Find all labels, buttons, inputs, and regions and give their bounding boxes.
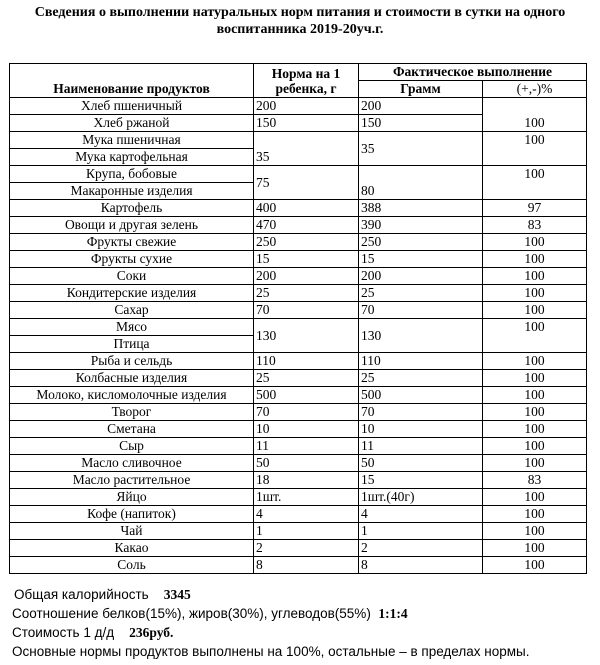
percent-value: 100 xyxy=(483,489,587,506)
norm-value: 200 xyxy=(254,98,359,115)
gram-value: 80 xyxy=(359,166,483,200)
product-name: Сметана xyxy=(10,421,254,438)
product-name: Картофель xyxy=(10,200,254,217)
product-name: Кофе (напиток) xyxy=(10,506,254,523)
gram-value: 50 xyxy=(359,455,483,472)
gram-value: 8 xyxy=(359,557,483,574)
gram-value: 150 xyxy=(359,115,483,132)
product-name: Макаронные изделия xyxy=(10,183,254,200)
table-row xyxy=(10,319,587,336)
product-name: Творог xyxy=(10,404,254,421)
product-name: Какао xyxy=(10,540,254,557)
calories-label: Общая калорийность xyxy=(14,587,149,602)
percent-value: 100 xyxy=(483,404,587,421)
gram-value: 1 xyxy=(359,523,483,540)
norm-value: 2 xyxy=(254,540,359,557)
document-title xyxy=(0,4,600,38)
norm-value: 8 xyxy=(254,557,359,574)
gram-value: 10 xyxy=(359,421,483,438)
gram-value: 110 xyxy=(359,353,483,370)
percent-value: 100 xyxy=(483,438,587,455)
gram-value: 200 xyxy=(359,98,483,115)
gram-value: 25 xyxy=(359,285,483,302)
norm-value: 70 xyxy=(254,302,359,319)
percent-value: 100 xyxy=(483,557,587,574)
header-norm: Норма на 1 ребенка, г xyxy=(254,64,359,98)
norm-value: 110 xyxy=(254,353,359,370)
norm-value: 1шт. xyxy=(254,489,359,506)
percent-value: 100 xyxy=(483,506,587,523)
title-line-2: воспитанника 2019-20уч.г. xyxy=(216,22,384,37)
gram-value: 200 xyxy=(359,268,483,285)
gram-value: 1шт.(40г) xyxy=(359,489,483,506)
table-row xyxy=(10,268,587,285)
header-products: Наименование продуктов xyxy=(10,64,254,98)
product-name: Сыр xyxy=(10,438,254,455)
gram-value: 500 xyxy=(359,387,483,404)
percent-value: 100 xyxy=(483,302,587,319)
nutrition-table xyxy=(9,63,587,574)
product-name: Хлеб пшеничный xyxy=(10,98,254,115)
percent-value: 83 xyxy=(483,472,587,489)
table-row xyxy=(10,472,587,489)
percent-value: 100 xyxy=(483,285,587,302)
percent-value: 100 xyxy=(483,319,587,353)
gram-value: 15 xyxy=(359,251,483,268)
gram-value: 250 xyxy=(359,234,483,251)
percent-value: 100 xyxy=(483,421,587,438)
gram-value: 390 xyxy=(359,217,483,234)
table-row xyxy=(10,234,587,251)
product-name: Колбасные изделия xyxy=(10,370,254,387)
table-row xyxy=(10,285,587,302)
product-name: Сахар xyxy=(10,302,254,319)
product-name: Чай xyxy=(10,523,254,540)
product-name: Фрукты сухие xyxy=(10,251,254,268)
table-row xyxy=(10,421,587,438)
gram-value: 15 xyxy=(359,472,483,489)
gram-value: 70 xyxy=(359,302,483,319)
table-row xyxy=(10,98,587,115)
product-name: Крупа, бобовые xyxy=(10,166,254,183)
header-actual: Фактическое выполнение xyxy=(359,64,587,81)
percent-value: 100 xyxy=(483,540,587,557)
table-row xyxy=(10,455,587,472)
product-name: Мука пшеничная xyxy=(10,132,254,149)
table-row xyxy=(10,438,587,455)
table-row xyxy=(10,200,587,217)
product-name: Масло сливочное xyxy=(10,455,254,472)
table-row xyxy=(10,353,587,370)
product-name: Кондитерские изделия xyxy=(10,285,254,302)
product-name: Рыба и сельдь xyxy=(10,353,254,370)
product-name: Овощи и другая зелень xyxy=(10,217,254,234)
table-row xyxy=(10,523,587,540)
ratio-line xyxy=(0,604,600,623)
cost-line xyxy=(0,623,600,642)
table-row xyxy=(10,132,587,149)
norm-value: 470 xyxy=(254,217,359,234)
gram-value: 2 xyxy=(359,540,483,557)
percent-value: 100 xyxy=(483,523,587,540)
header-percent: (+,-)% xyxy=(483,81,587,98)
table-row xyxy=(10,302,587,319)
table-row xyxy=(10,370,587,387)
percent-value: 83 xyxy=(483,217,587,234)
table-row xyxy=(10,540,587,557)
percent-value: 100 xyxy=(483,234,587,251)
percent-value: 100 xyxy=(483,455,587,472)
product-name: Птица xyxy=(10,336,254,353)
table-row xyxy=(10,217,587,234)
norm-value: 10 xyxy=(254,421,359,438)
percent-value: 100 xyxy=(483,166,587,200)
product-name: Масло растительное xyxy=(10,472,254,489)
product-name: Мясо xyxy=(10,319,254,336)
table-row xyxy=(10,251,587,268)
percent-value: 100 xyxy=(483,132,587,166)
gram-value: 388 xyxy=(359,200,483,217)
norm-value: 150 xyxy=(254,115,359,132)
table-row xyxy=(10,404,587,421)
percent-value: 100 xyxy=(483,353,587,370)
norm-value: 15 xyxy=(254,251,359,268)
norm-value: 25 xyxy=(254,285,359,302)
norm-value: 50 xyxy=(254,455,359,472)
gram-value: 130 xyxy=(359,319,483,353)
gram-value: 25 xyxy=(359,370,483,387)
norm-value: 25 xyxy=(254,370,359,387)
percent-value: 97 xyxy=(483,200,587,217)
note-line: Основные нормы продуктов выполнены на 100%, остальные – в пределах нормы. xyxy=(12,644,530,659)
gram-value: 70 xyxy=(359,404,483,421)
norm-value: 70 xyxy=(254,404,359,421)
gram-value: 11 xyxy=(359,438,483,455)
ratio-value: 1:1:4 xyxy=(378,606,408,621)
norm-value: 75 xyxy=(254,166,359,200)
table-row xyxy=(10,557,587,574)
norm-value: 11 xyxy=(254,438,359,455)
product-name: Соки xyxy=(10,268,254,285)
norm-value: 400 xyxy=(254,200,359,217)
calories-value: 3345 xyxy=(163,587,191,602)
percent-value: 100 xyxy=(483,370,587,387)
table-row xyxy=(10,489,587,506)
percent-value: 100 xyxy=(483,387,587,404)
table-row xyxy=(10,166,587,183)
ratio-label: Соотношение белков(15%), жиров(30%), углеводов(55%) xyxy=(12,606,371,621)
norm-value: 130 xyxy=(254,319,359,353)
norm-value: 18 xyxy=(254,472,359,489)
table-row xyxy=(10,506,587,523)
norm-value: 4 xyxy=(254,506,359,523)
table-row xyxy=(10,387,587,404)
title-line-1: Сведения о выполнении натуральных норм питания и стоимости в сутки на одного xyxy=(34,5,566,20)
product-name: Молоко, кисломолочные изделия xyxy=(10,387,254,404)
percent-value: 100 xyxy=(483,251,587,268)
cost-label: Стоимость 1 д/д xyxy=(12,625,115,640)
product-name: Мука картофельная xyxy=(10,149,254,166)
gram-value: 35 xyxy=(359,132,483,166)
gram-value: 4 xyxy=(359,506,483,523)
norm-value: 1 xyxy=(254,523,359,540)
norm-value: 500 xyxy=(254,387,359,404)
norm-value: 200 xyxy=(254,268,359,285)
percent-value: 100 xyxy=(483,98,587,132)
product-name: Фрукты свежие xyxy=(10,234,254,251)
product-name: Яйцо xyxy=(10,489,254,506)
summary-block xyxy=(0,585,600,661)
header-gram: Грамм xyxy=(359,81,483,98)
percent-value: 100 xyxy=(483,268,587,285)
norm-value: 35 xyxy=(254,132,359,166)
product-name: Соль xyxy=(10,557,254,574)
calories-line xyxy=(0,585,600,604)
product-name: Хлеб ржаной xyxy=(10,115,254,132)
cost-value: 236руб. xyxy=(129,625,174,640)
norm-value: 250 xyxy=(254,234,359,251)
